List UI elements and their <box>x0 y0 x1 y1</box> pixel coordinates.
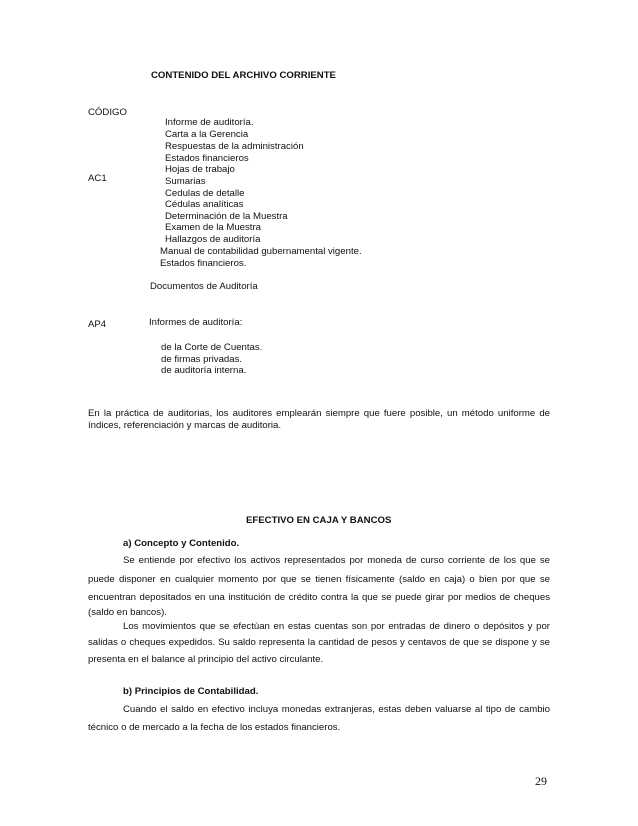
list-item: de firmas privadas. <box>161 354 243 365</box>
paragraph-line: salidas o cheques expedidos. Su saldo representa la cantidad de pesos y centavos de que se dispone y se <box>88 637 550 648</box>
list-item: Examen de la Muestra <box>165 222 261 233</box>
list-item: Hojas de trabajo <box>165 164 235 175</box>
paragraph-line: Cuando el saldo en efectivo incluya monedas extranjeras, estas deben valuarse al tipo de cambio <box>123 704 550 715</box>
paragraph-line: Los movimientos que se efectúan en estas cuentas son por entradas de dinero o depósitos y por <box>123 621 550 632</box>
paragraph-line: puede disponer en cualquier momento por que se tienen físicamente (saldo en caja) o bien por que se <box>88 574 550 585</box>
list-item: Determinación de la Muestra <box>165 211 288 222</box>
list-item: Estados financieros <box>165 153 249 164</box>
paragraph-line: (saldo en bancos). <box>88 607 167 618</box>
list-item: Estados financieros. <box>160 258 247 269</box>
documents-label: Documentos de Auditoría <box>150 281 258 292</box>
subsection-heading-b: b) Principios de Contabilidad. <box>123 686 259 697</box>
intro-paragraph-line: En la práctica de auditorias, los auditores emplearán siempre que fuere posible, un método uniforme de <box>88 408 550 419</box>
list-item: de auditoría interna. <box>161 365 247 376</box>
list-item: de la Corte de Cuentas. <box>161 342 263 353</box>
paragraph-line: Se entiende por efectivo los activos representados por moneda de curso corriente de los que se <box>123 555 550 566</box>
list-item: Manual de contabilidad gubernamental vigente. <box>160 246 362 257</box>
list-item: Cedulas de detalle <box>165 188 245 199</box>
list-item: Hallazgos de auditoría <box>165 234 261 245</box>
list-item: Informe de auditoría. <box>165 117 254 128</box>
section-title: EFECTIVO EN CAJA Y BANCOS <box>246 515 392 526</box>
list-item: Respuestas de la administración <box>165 141 304 152</box>
list-item: Cédulas analíticas <box>165 199 244 210</box>
intro-paragraph-line: índices, referenciación y marcas de auditoria. <box>88 420 282 431</box>
page-number: 29 <box>535 774 547 788</box>
list-item: Sumarias <box>165 176 206 187</box>
code-ac1: AC1 <box>88 173 107 184</box>
list-item: Carta a la Gerencia <box>165 129 249 140</box>
code-ap4: AP4 <box>88 319 107 330</box>
paragraph-line: encuentran depositados en una institución de crédito contra la que se puede girar por medios de cheques <box>88 592 550 603</box>
paragraph-line: técnico o de mercado a la fecha de los estados financieros. <box>88 722 341 733</box>
paragraph-line: presenta en el balance al principio del activo circulante. <box>88 654 324 665</box>
reports-label: Informes de auditoría: <box>149 317 243 328</box>
subsection-heading-a: a) Concepto y Contenido. <box>123 538 240 549</box>
page-title: CONTENIDO DEL ARCHIVO CORRIENTE <box>151 70 336 81</box>
code-header: CÓDIGO <box>88 107 127 118</box>
